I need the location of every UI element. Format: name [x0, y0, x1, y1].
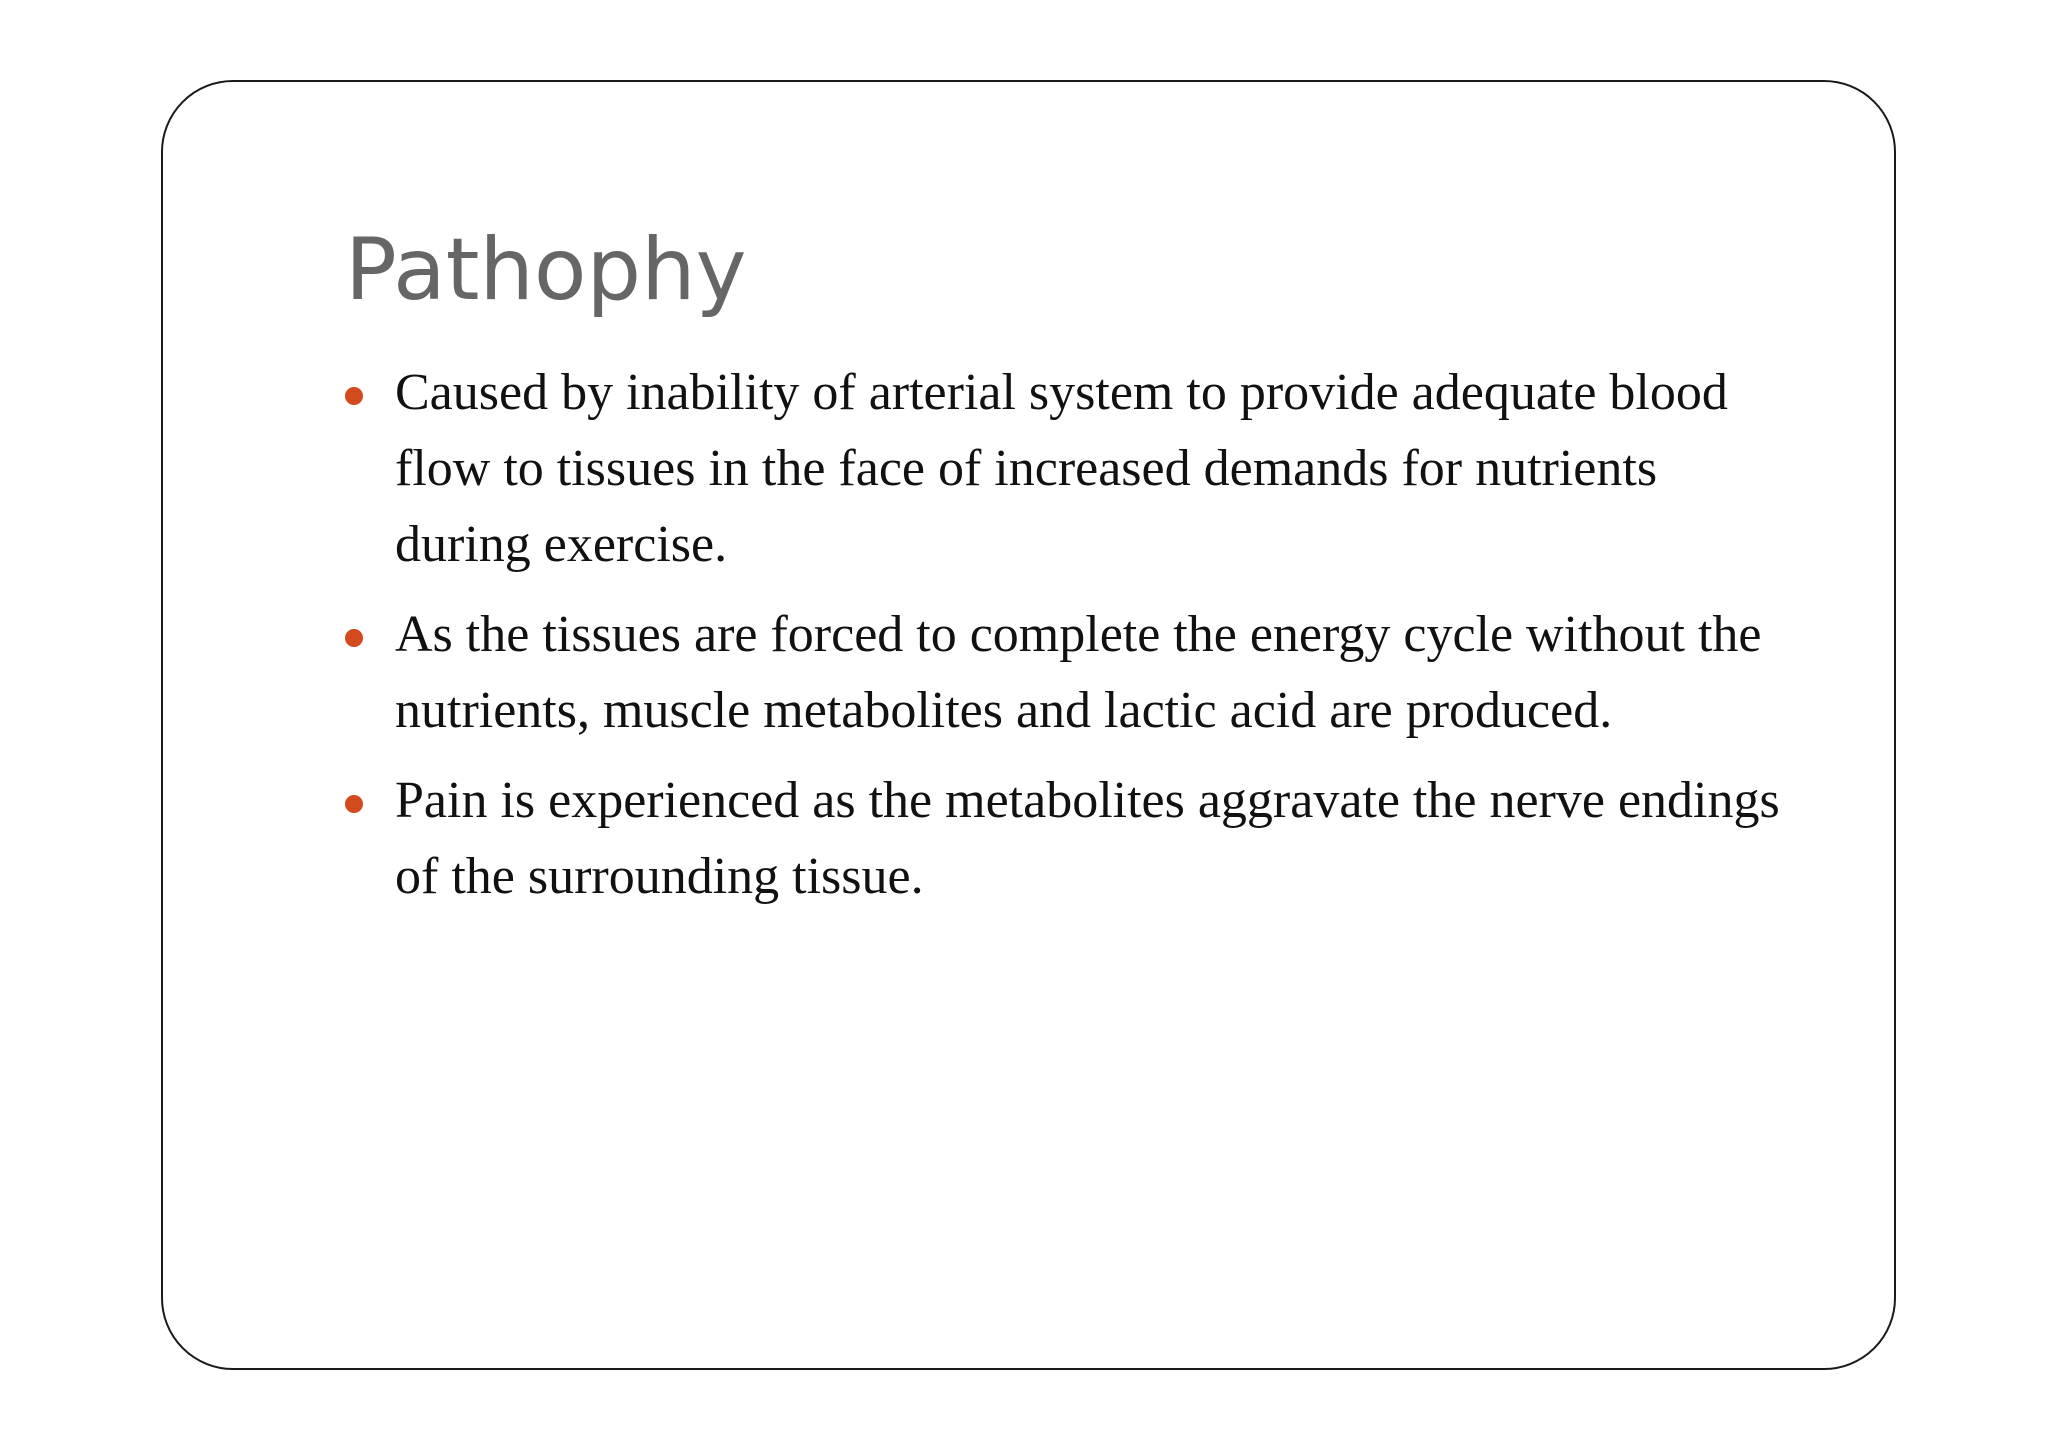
bullet-list [345, 355, 1795, 929]
bullet-item [345, 355, 1795, 583]
bullet-dot-icon [345, 795, 363, 813]
bullet-dot-icon [345, 629, 363, 647]
bullet-item [345, 597, 1795, 749]
bullet-text: As the tissues are forced to complete the energy cycle without the nutrients, muscle metabolites and lactic acid are produced. [395, 606, 1762, 739]
bullet-item [345, 763, 1795, 915]
slide-title: Pathophy [345, 220, 747, 320]
bullet-text: Caused by inability of arterial system to provide adequate blood flow to tissues in the face of increased demands for nutrients during exercise. [395, 364, 1728, 573]
bullet-dot-icon [345, 387, 363, 405]
bullet-text: Pain is experienced as the metabolites aggravate the nerve endings of the surrounding tissue. [395, 772, 1780, 905]
